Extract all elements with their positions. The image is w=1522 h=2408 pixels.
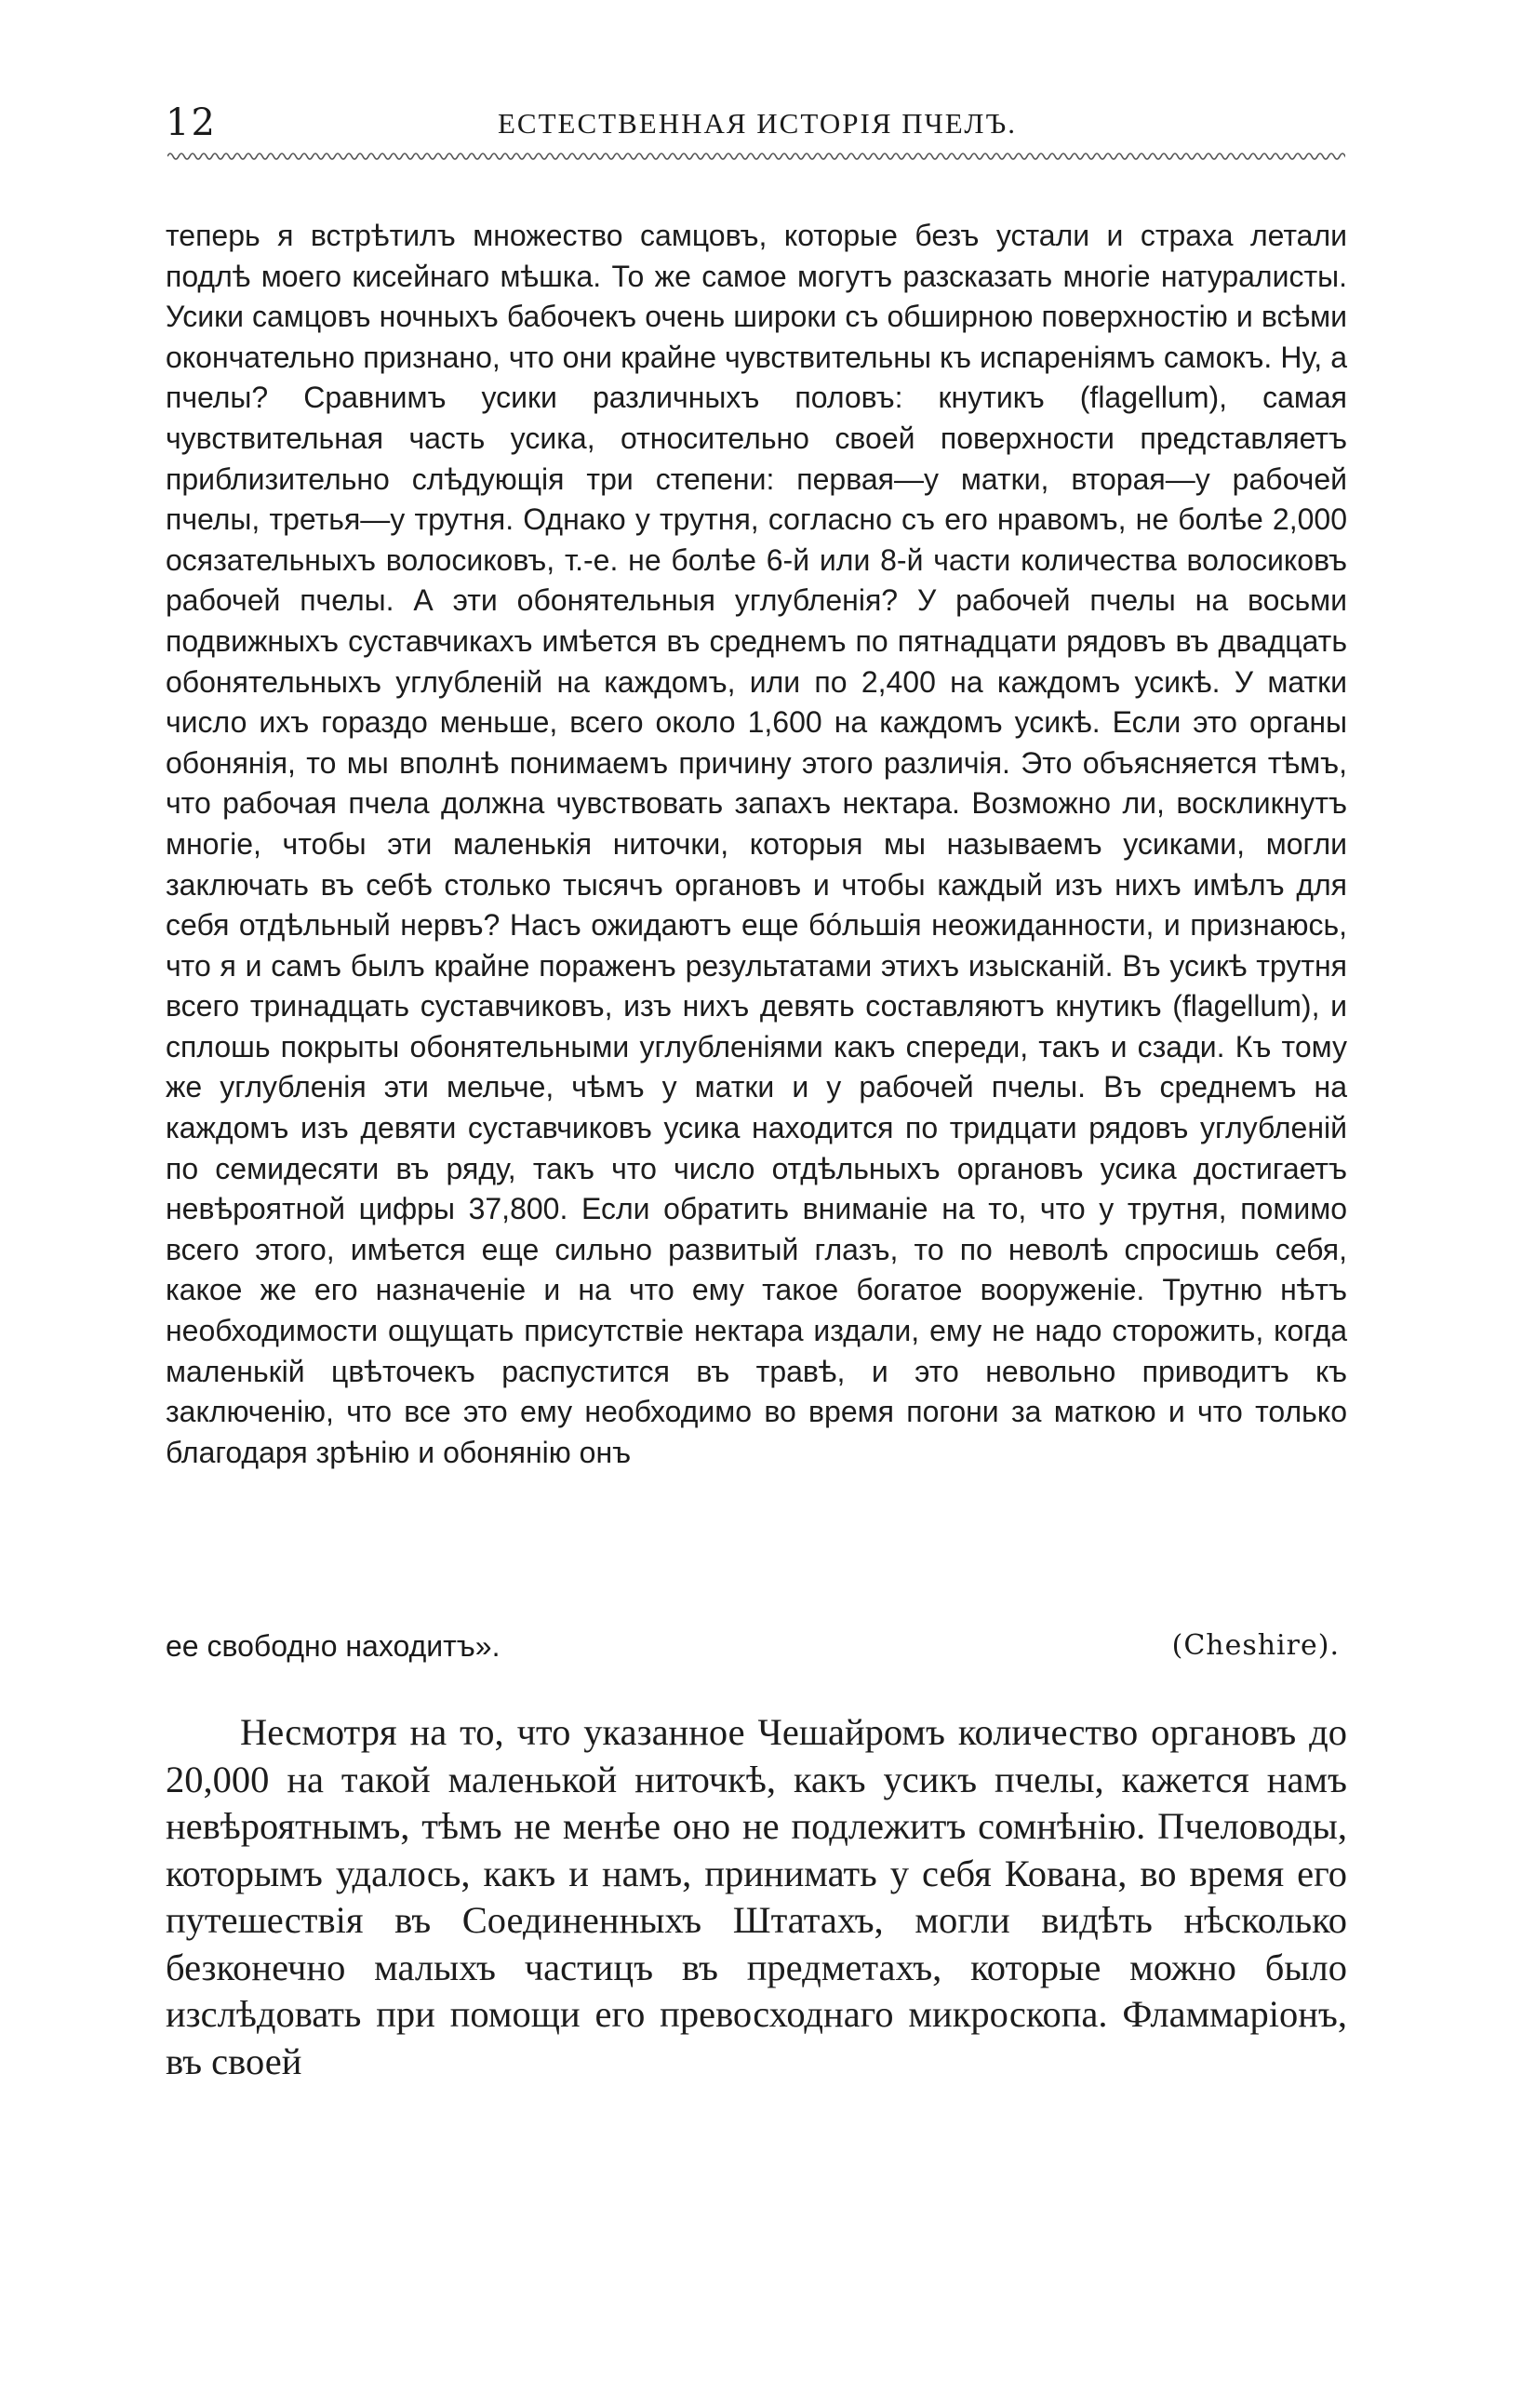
quote-last-line: ее свободно находитъ». (166, 1629, 501, 1663)
header-wavy-rule (167, 148, 1345, 165)
quote-text: теперь я встрѣтилъ множество самцовъ, которые безъ устали и страха летали подлѣ моего кисейнаго мѣшка. То же самое могутъ разсказать многіе натуралисты. Усики самцовъ ночныхъ бабочекъ очень широки съ обширною поверхностію и всѣми окончательно признано, что они крайне чувствительны къ испареніямъ самокъ. Ну, а пчелы? Сравнимъ усики различныхъ половъ: кнутикъ (flagellum), самая чувствительная часть усика, относительно своей поверхности представляетъ приблизительно слѣдующія три степени: первая—у матки, вторая—у рабочей пчелы, третья—у трутня. Однако у трутня, согласно съ его нравомъ, не болѣе 2,000 осязательныхъ волосиковъ, т.-е. не болѣе 6-й или 8-й части количества волосиковъ рабочей пчелы. А эти обонятельныя углубленія? У рабочей пчелы на восьми подвижныхъ суставчикахъ имѣется въ среднемъ по пятнадцати рядовъ въ двадцать обонятельныхъ углубленій на каждомъ, или по 2,400 на каждомъ усикѣ. У матки число ихъ гораздо меньше, всего около 1,600 на каждомъ усикѣ. Если это органы обонянія, то мы вполнѣ понимаемъ причину этого различія. Это объясняется тѣмъ, что рабочая пчела должна чувствовать запахъ нектара. Возможно ли, воскликнутъ многіе, чтобы эти маленькія ниточки, которыя мы называемъ усиками, могли заключать въ себѣ столько тысячъ органовъ и чтобы каждый изъ нихъ имѣлъ для себя отдѣльный нервъ? Насъ ожидаютъ еще бóльшія неожиданности, и признаюсь, что я и самъ былъ крайне пораженъ результатами этихъ изысканій. Въ усикѣ трутня всего тринадцать суставчиковъ, изъ нихъ девять составляютъ кнутикъ (flagellum), и сплошь покрыты обонятельными углубленіями какъ спереди, такъ и сзади. Къ тому же углубленія эти мельче, чѣмъ у матки и у рабочей пчелы. Въ среднемъ на каждомъ изъ девяти суставчиковъ усика находится по тридцати рядовъ углубленій по семидесяти въ ряду, такъ что число отдѣльныхъ органовъ усика достигаетъ невѣроятной цифры 37,800. Если обратить вниманіе на то, что у трутня, помимо всего этого, имѣется еще сильно развитый глазъ, то по неволѣ спросишь себя, какое же его назначеніе и на что ему такое богатое вооруженіе. Трутню нѣтъ необходимости ощущать присутствіе нектара издали, ему не надо сторожить, когда маленькій цвѣточекъ распустится въ травѣ, и это невольно приводитъ къ заключенію, что все это ему необходимо во время погони за маткою и что только благодаря зрѣнію и обонянію онъ (166, 219, 1347, 1469)
page-header (166, 100, 1349, 145)
main-paragraph: Несмотря на то, что указанное Чешайромъ количество органовъ до 20,000 на такой маленькой ниточкѣ, какъ усикъ пчелы, кажется намъ невѣроятнымъ, тѣмъ не менѣе оно не подлежитъ сомнѣнію. Пчеловоды, которымъ удалось, какъ и намъ, принимать у себя Кована, во время его путешествія въ Соединенныхъ Штатахъ, могли видѣть нѣсколько безконечно малыхъ частицъ въ предметахъ, которые можно было изслѣдовать при помощи его превосходнаго микроскопа. Фламмаріонъ, въ своей (166, 1711, 1347, 2082)
page-number: 12 (166, 101, 217, 144)
quote-closing-line (166, 1625, 1347, 1666)
quote-attribution: (Cheshire). (1171, 1629, 1340, 1662)
running-title: ЕСТЕСТВЕННАЯ ИСТОРІЯ ПЧЕЛЪ. (498, 107, 1017, 140)
